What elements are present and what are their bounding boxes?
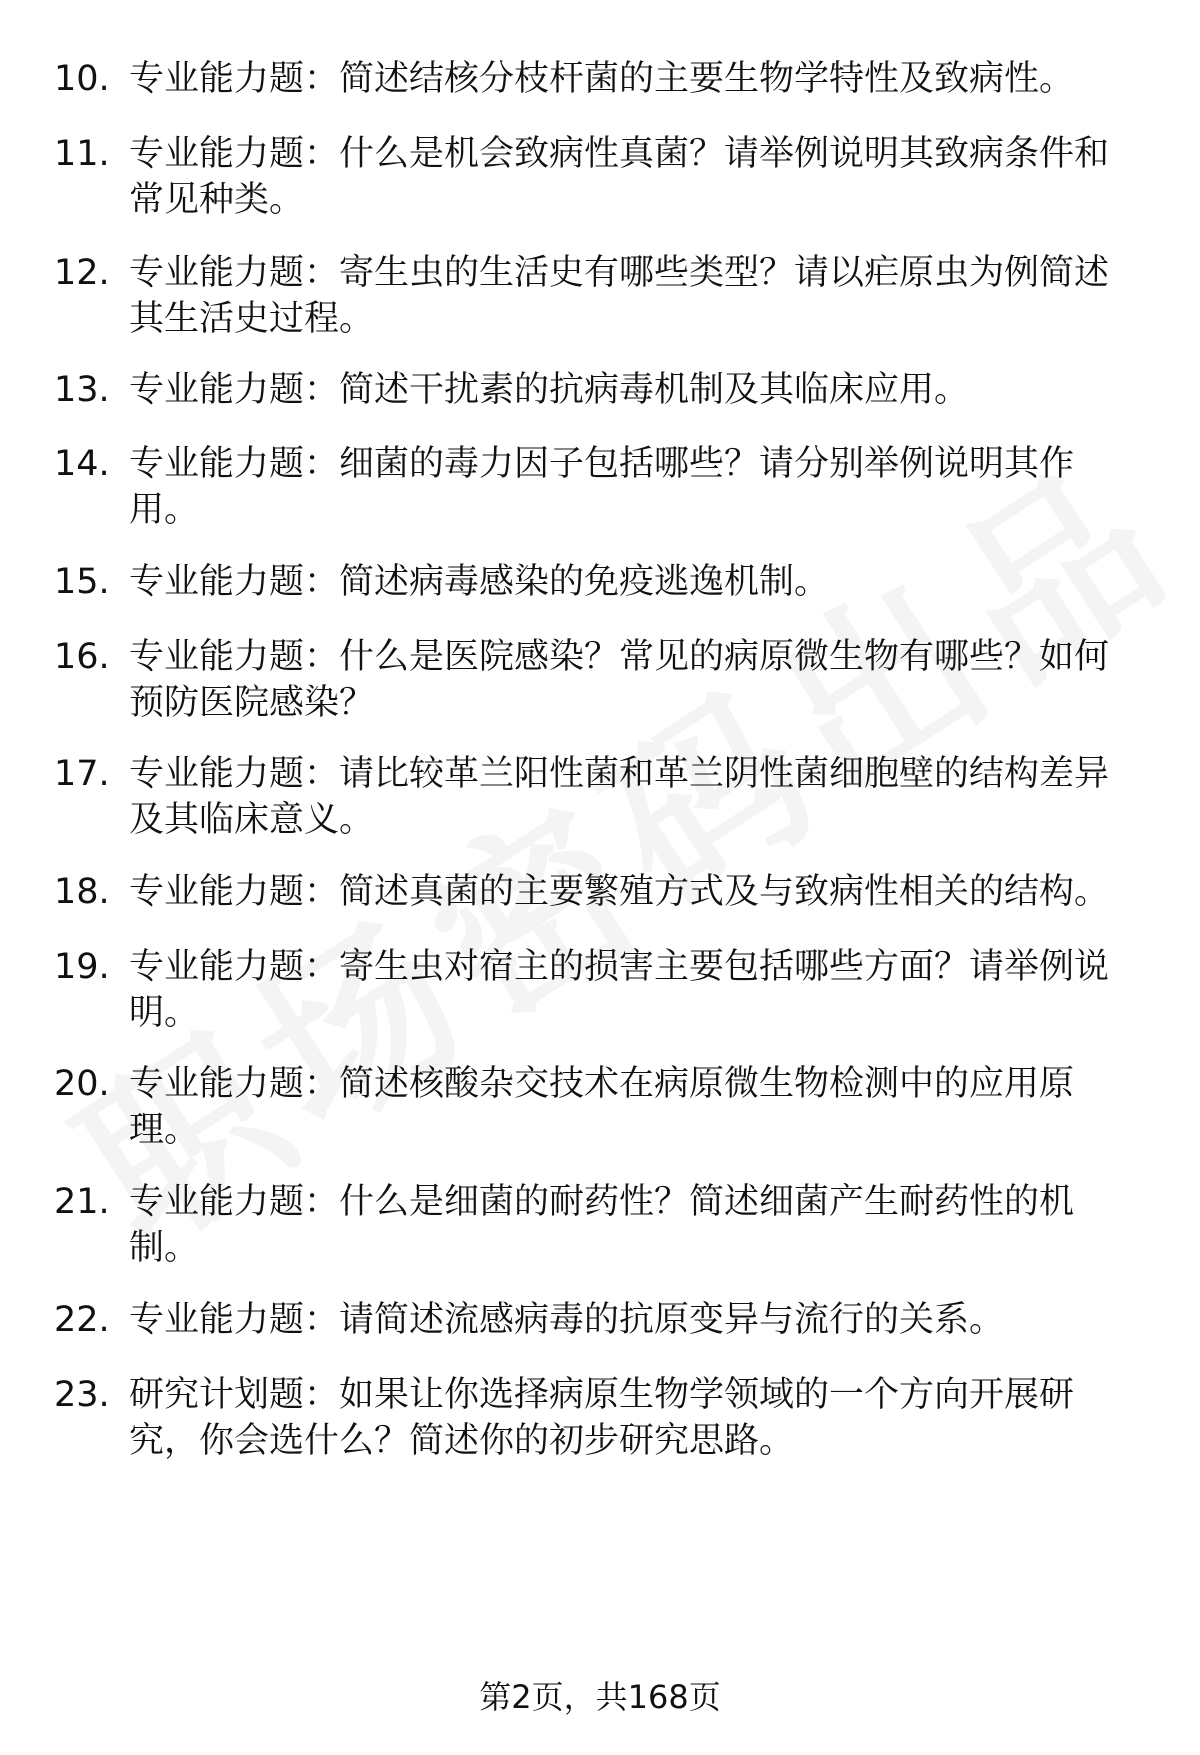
- question-text: 专业能力题：简述病毒感染的免疫逃逸机制。: [129, 562, 830, 602]
- question-text: 专业能力题：什么是医院感染？常见的病原微生物有哪些？如何预防医院感染？: [129, 637, 1110, 723]
- question-text: 专业能力题：简述真菌的主要繁殖方式及与致病性相关的结构。: [129, 872, 1110, 912]
- question-number: 12.: [54, 253, 110, 293]
- page-footer: 第2页，共168页: [479, 1678, 721, 1716]
- question-text: 专业能力题：简述结核分枝杆菌的主要生物学特性及致病性。: [129, 59, 1075, 99]
- question-number: 11.: [54, 134, 110, 174]
- question-text: 专业能力题：请比较革兰阳性菌和革兰阴性菌细胞壁的结构差异及其临床意义。: [129, 754, 1110, 840]
- question-number: 15.: [54, 562, 110, 602]
- question-number: 23.: [54, 1375, 110, 1415]
- question-number: 19.: [54, 947, 110, 987]
- question-text: 专业能力题：什么是机会致病性真菌？请举例说明其致病条件和常见种类。: [129, 134, 1110, 220]
- question-text: 研究计划题：如果让你选择病原生物学领域的一个方向开展研究，你会选什么？简述你的初步研究思路。: [129, 1375, 1075, 1461]
- question-number: 18.: [54, 872, 110, 912]
- question-text: 专业能力题：寄生虫的生活史有哪些类型？请以疟原虫为例简述其生活史过程。: [129, 253, 1110, 339]
- question-number: 10.: [54, 59, 110, 99]
- question-number: 20.: [54, 1064, 110, 1104]
- question-number: 21.: [54, 1182, 110, 1222]
- question-text: 专业能力题：简述核酸杂交技术在病原微生物检测中的应用原理。: [129, 1064, 1075, 1150]
- question-text: 专业能力题：细菌的毒力因子包括哪些？请分别举例说明其作用。: [129, 444, 1075, 530]
- question-text: 专业能力题：简述干扰素的抗病毒机制及其临床应用。: [129, 370, 970, 410]
- question-number: 16.: [54, 637, 110, 677]
- question-number: 14.: [54, 444, 110, 484]
- question-text: 专业能力题：什么是细菌的耐药性？简述细菌产生耐药性的机制。: [129, 1182, 1075, 1268]
- question-text: 专业能力题：寄生虫对宿主的损害主要包括哪些方面？请举例说明。: [129, 947, 1110, 1033]
- question-number: 13.: [54, 370, 110, 410]
- question-text: 专业能力题：请简述流感病毒的抗原变异与流行的关系。: [129, 1300, 1005, 1340]
- question-number: 22.: [54, 1300, 110, 1340]
- question-number: 17.: [54, 754, 110, 794]
